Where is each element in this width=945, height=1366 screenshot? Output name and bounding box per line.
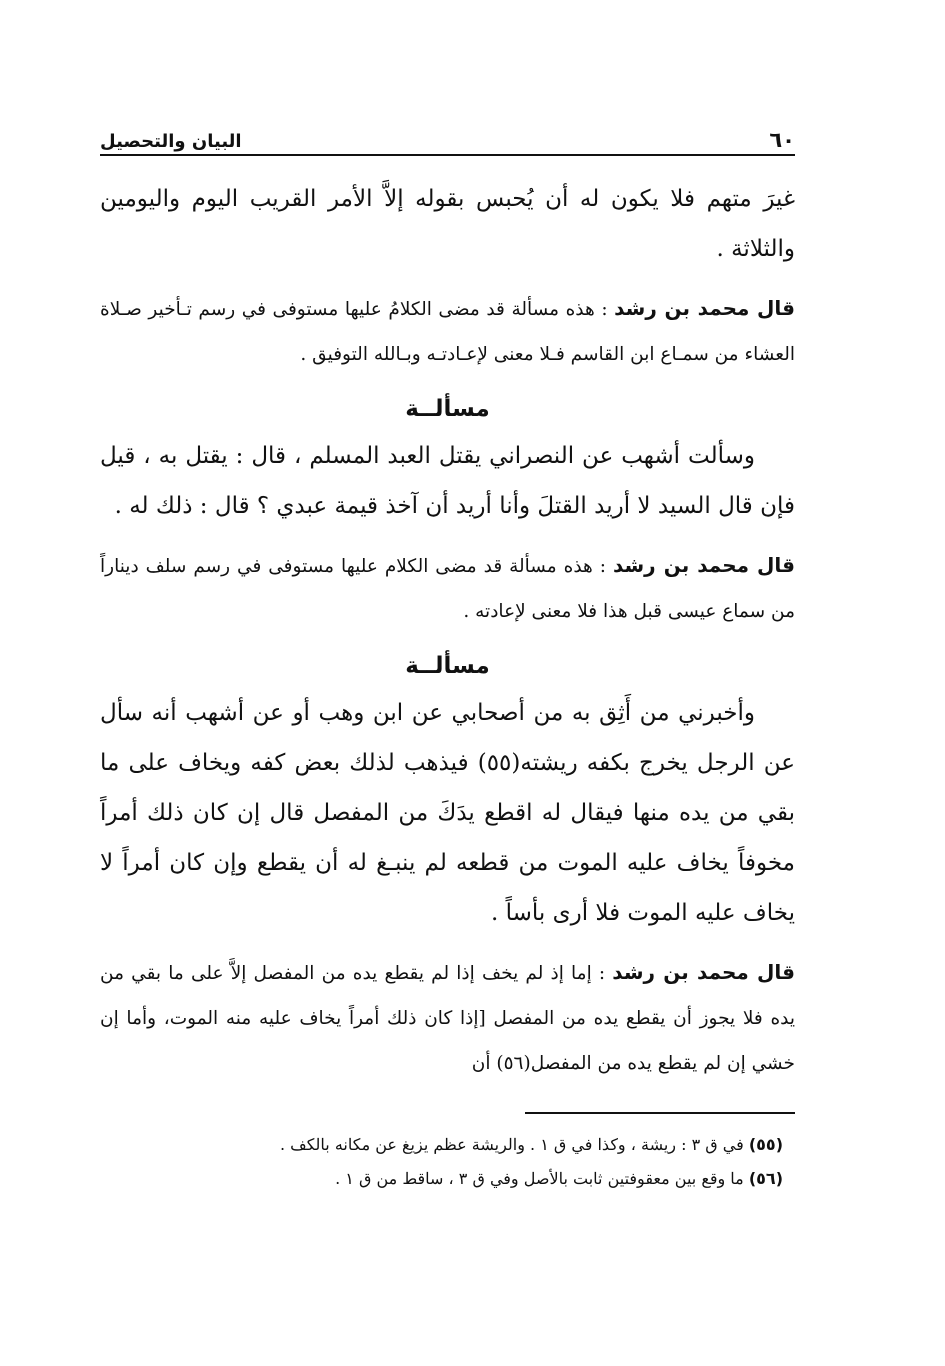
running-header [100, 118, 795, 156]
question-paragraph-2 [100, 688, 795, 938]
book-page [100, 118, 795, 1196]
commentator-name: قال محمد بن رشد [612, 553, 795, 577]
separator: : [594, 299, 615, 320]
footnote-55 [100, 1128, 795, 1162]
commentary-text: أن [471, 1053, 497, 1074]
footnote-reference-55[interactable]: (٥٥) [477, 750, 521, 776]
paragraph-continuation [100, 174, 795, 274]
footnote-56 [100, 1162, 795, 1196]
paragraph-text: غيرَ متهم فلا يكون له أن يُحبس بقوله إلاَّ الأمر القريب اليوم واليومين والثلاثة . [100, 186, 795, 262]
section-heading-masala-1: مسألــة [405, 396, 490, 422]
commentary-text: هذه مسألة قد مضى الكلام عليها مستوفى في رسم سلف ديناراً من سماع عيسى قبل هذا فلا معنى لإعادته . [100, 556, 795, 622]
separator: : [591, 963, 613, 984]
footnote-marker: (٥٦) [748, 1169, 783, 1188]
page-number: ٦٠ [769, 128, 795, 152]
commentary-text: هذه مسألة قد مضى الكلامُ عليها مستوفى في رسم تـأخير صـلاة العشاء من سمـاع ابن القاسم فـلا معنى لإعـادتـه وبـالله التوفيق . [100, 299, 795, 365]
footnote-text: ما وقع بين معقوفتين ثابت بالأصل وفي ق ٣ ، ساقط من ق ١ . [335, 1169, 749, 1188]
commentator-name: قال محمد بن رشد [612, 960, 795, 984]
footnote-reference-56[interactable]: (٥٦) [496, 1053, 531, 1074]
paragraph-text: فيذهب لذلك بعض كفه ويخاف على ما بقي من يده منها فيقال له اقطع يدَكَ من المفصل قال إن كان ذلك أمراً مخوفاً يخاف عليه الموت من قطعه لم ينبـغ له أن يقطع وإن كان أمراً لا يخاف عليه الموت فلا أرى بأساً . [100, 750, 795, 926]
footnote-marker: (٥٥) [748, 1135, 783, 1154]
commentary-paragraph-3 [100, 950, 795, 1086]
commentary-text: إما إذ لم يخف إذا لم يقطع يده من المفصل إلاَّ على ما بقي من يده فلا يجوز أن يقطع يده من المفصل [إذا كان ذلك أمراً يخاف عليه منه الموت، وأما إن خشي إن لم يقطع يده من المفصل [100, 963, 795, 1074]
section-heading-masala-2: مسألــة [405, 653, 490, 679]
book-title: البيان والتحصيل [100, 131, 242, 152]
commentary-paragraph-2 [100, 543, 795, 634]
question-paragraph-1 [100, 431, 795, 531]
footnote-divider [525, 1112, 795, 1114]
paragraph-text: وسألت أشهب عن النصراني يقتل العبد المسلم ، قال : يقتل به ، قيل فإن قال السيد لا أريد القتلَ وأنا أريد أن آخذ قيمة عبدي ؟ قال : ذلك له . [100, 443, 795, 519]
footnote-text: في ق ٣ : ريشة ، وكذا في ق ١ . والريشة عظم يزيغ عن مكانه بالكف . [279, 1135, 749, 1154]
separator: : [592, 556, 613, 577]
commentator-name: قال محمد بن رشد [614, 296, 795, 320]
paragraph-text: وأخبرني من أَثِق به من أصحابي عن ابن وهب أو عن أشهب أنه سأل عن الرجل يخرج بكفه ريشته [100, 700, 795, 776]
page-content [100, 174, 795, 1086]
commentary-paragraph-1 [100, 286, 795, 377]
footnotes [100, 1128, 795, 1196]
